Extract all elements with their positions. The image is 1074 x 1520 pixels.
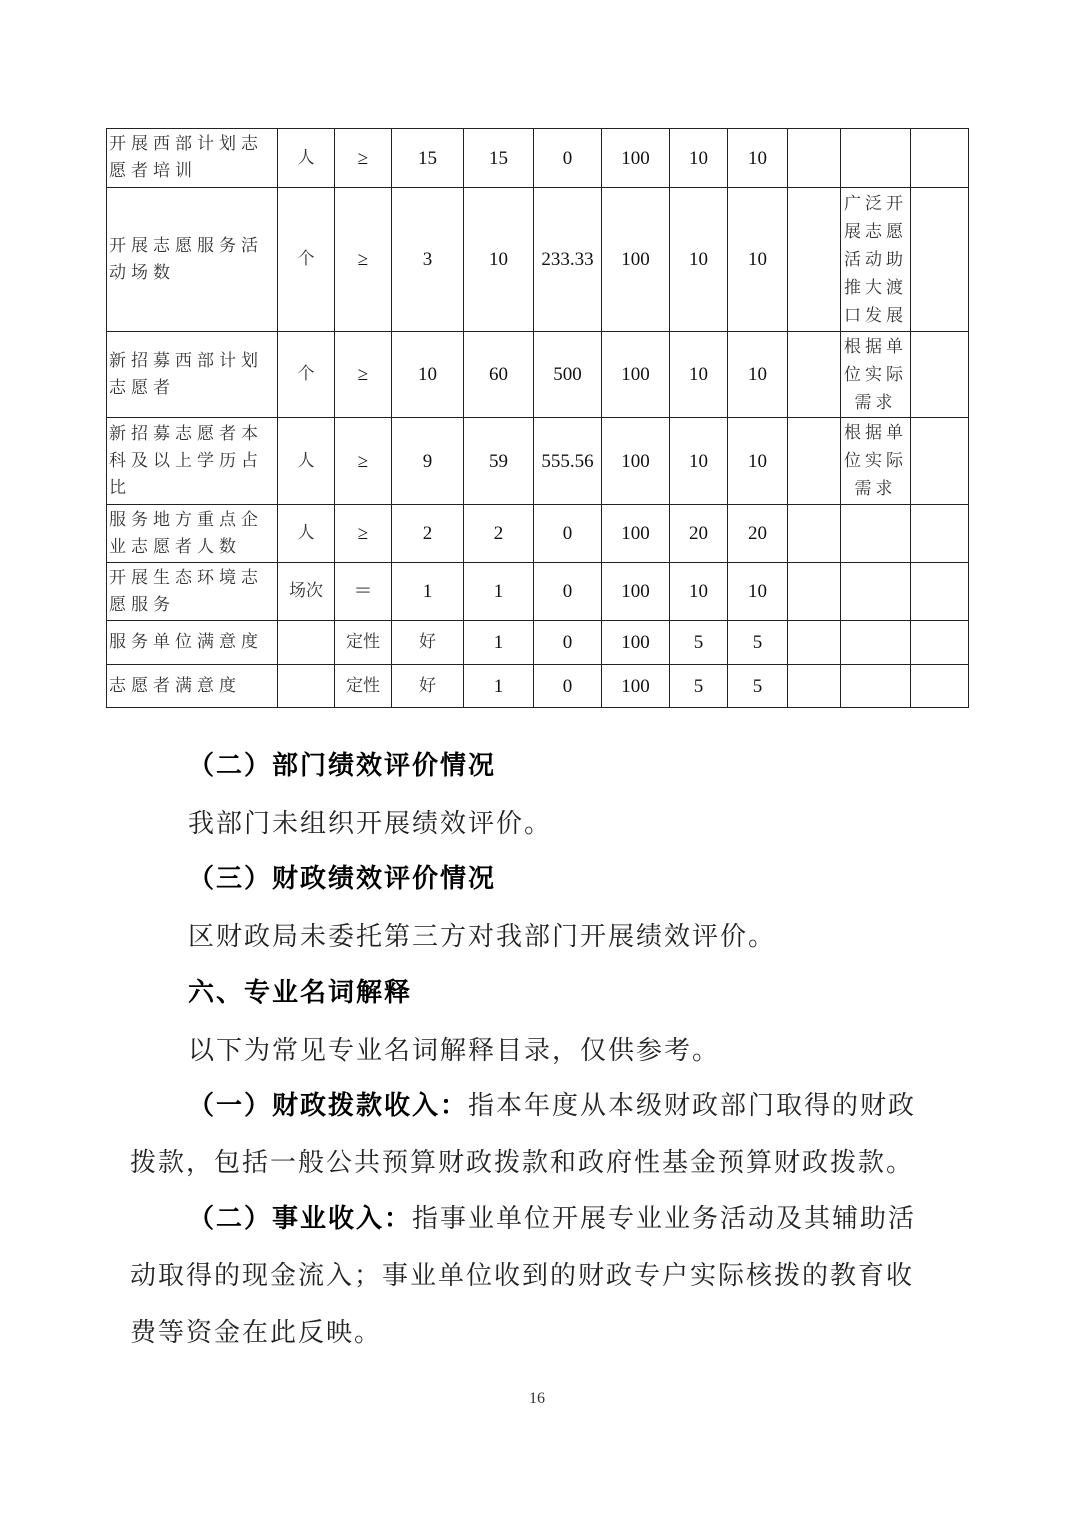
- cell-score: 10: [728, 129, 788, 188]
- fin-eval-text: 区财政局未委托第三方对我部门开展绩效评价。: [188, 922, 777, 952]
- cell-unit: 场次: [278, 563, 335, 621]
- fin-eval-heading: （三）财政绩效评价情况: [188, 864, 497, 894]
- cell-op: ≥: [335, 418, 392, 505]
- table-row: [107, 129, 969, 188]
- cell-deviation: 233.33: [534, 188, 602, 332]
- table-row: [107, 505, 969, 563]
- cell-actual: 1: [464, 665, 534, 708]
- cell-op: 定性: [335, 621, 392, 665]
- term1-text: 指本年度从本级财政部门取得的财政: [468, 1091, 917, 1121]
- cell-target: 15: [392, 129, 464, 188]
- cell-target: 1: [392, 563, 464, 621]
- cell-weight: 10: [670, 563, 728, 621]
- cell-op: ＝: [335, 563, 392, 621]
- cell-c10: [788, 129, 841, 188]
- cell-deviation: 0: [534, 665, 602, 708]
- cell-deviation: 500: [534, 332, 602, 418]
- cell-c12: [911, 621, 969, 665]
- cell-c10: [788, 621, 841, 665]
- cell-unit: 人: [278, 129, 335, 188]
- cell-deviation: 555.56: [534, 418, 602, 505]
- cell-note: [841, 621, 911, 665]
- cell-actual: 59: [464, 418, 534, 505]
- cell-note: 根据单位实际需求: [841, 418, 911, 505]
- cell-name: 服务地方重点企业志愿者人数: [107, 505, 278, 563]
- cell-score: 10: [728, 332, 788, 418]
- cell-c12: [911, 332, 969, 418]
- dept-eval-text: 我部门未组织开展绩效评价。: [188, 809, 553, 839]
- cell-c10: [788, 188, 841, 332]
- cell-actual: 1: [464, 621, 534, 665]
- term2-text: 指事业单位开展专业业务活动及其辅助活: [412, 1204, 917, 1234]
- cell-actual: 10: [464, 188, 534, 332]
- term2-line3: 费等资金在此反映。: [130, 1318, 383, 1348]
- cell-target: 好: [392, 621, 464, 665]
- cell-name: 志愿者满意度: [107, 665, 278, 708]
- cell-actual: 60: [464, 332, 534, 418]
- cell-unit: 个: [278, 332, 335, 418]
- cell-op: ≥: [335, 188, 392, 332]
- cell-c12: [911, 563, 969, 621]
- cell-c10: [788, 332, 841, 418]
- term2-label: （二）事业收入：: [188, 1204, 413, 1234]
- table-row: [107, 188, 969, 332]
- cell-rate: 100: [602, 129, 670, 188]
- cell-c10: [788, 665, 841, 708]
- cell-score: 20: [728, 505, 788, 563]
- cell-weight: 10: [670, 188, 728, 332]
- cell-deviation: 0: [534, 621, 602, 665]
- cell-note: [841, 665, 911, 708]
- cell-target: 2: [392, 505, 464, 563]
- cell-unit: 人: [278, 418, 335, 505]
- cell-note: 根据单位实际需求: [841, 332, 911, 418]
- cell-c12: [911, 505, 969, 563]
- cell-weight: 5: [670, 621, 728, 665]
- cell-weight: 10: [670, 418, 728, 505]
- cell-note: [841, 129, 911, 188]
- table-row: [107, 665, 969, 708]
- cell-name: 开展西部计划志愿者培训: [107, 129, 278, 188]
- glossary-intro: 以下为常见专业名词解释目录，仅供参考。: [188, 1036, 721, 1066]
- cell-actual: 15: [464, 129, 534, 188]
- cell-name: 新招募志愿者本科及以上学历占比: [107, 418, 278, 505]
- cell-c10: [788, 505, 841, 563]
- cell-unit: [278, 621, 335, 665]
- term2-line2: 动取得的现金流入；事业单位收到的财政专户实际核拨的教育收: [130, 1261, 915, 1291]
- cell-c10: [788, 418, 841, 505]
- cell-rate: 100: [602, 188, 670, 332]
- cell-score: 10: [728, 418, 788, 505]
- cell-rate: 100: [602, 505, 670, 563]
- cell-rate: 100: [602, 563, 670, 621]
- cell-note: 广泛开展志愿活动助推大渡口发展: [841, 188, 911, 332]
- cell-score: 10: [728, 188, 788, 332]
- cell-deviation: 0: [534, 129, 602, 188]
- cell-c12: [911, 665, 969, 708]
- table-row: [107, 563, 969, 621]
- term1-line2: 拨款，包括一般公共预算财政拨款和政府性基金预算财政拨款。: [130, 1148, 915, 1178]
- cell-weight: 10: [670, 332, 728, 418]
- cell-name: 开展志愿服务活动场数: [107, 188, 278, 332]
- cell-unit: 人: [278, 505, 335, 563]
- cell-op: ≥: [335, 332, 392, 418]
- table-row: [107, 418, 969, 505]
- cell-rate: 100: [602, 418, 670, 505]
- cell-op: ≥: [335, 505, 392, 563]
- cell-c10: [788, 563, 841, 621]
- cell-name: 服务单位满意度: [107, 621, 278, 665]
- glossary-heading: 六、专业名词解释: [188, 978, 413, 1008]
- cell-note: [841, 505, 911, 563]
- cell-weight: 20: [670, 505, 728, 563]
- cell-op: ≥: [335, 129, 392, 188]
- cell-target: 9: [392, 418, 464, 505]
- cell-score: 5: [728, 621, 788, 665]
- cell-name: 新招募西部计划志愿者: [107, 332, 278, 418]
- term2-line1: [188, 1198, 916, 1235]
- cell-op: 定性: [335, 665, 392, 708]
- table-row: [107, 621, 969, 665]
- cell-note: [841, 563, 911, 621]
- cell-score: 5: [728, 665, 788, 708]
- cell-c12: [911, 418, 969, 505]
- cell-actual: 2: [464, 505, 534, 563]
- cell-rate: 100: [602, 665, 670, 708]
- cell-score: 10: [728, 563, 788, 621]
- term1-label: （一）财政拨款收入：: [188, 1091, 469, 1121]
- cell-target: 3: [392, 188, 464, 332]
- cell-unit: 个: [278, 188, 335, 332]
- dept-eval-heading: （二）部门绩效评价情况: [188, 751, 497, 781]
- cell-target: 好: [392, 665, 464, 708]
- cell-deviation: 0: [534, 505, 602, 563]
- page-number: 16: [529, 1390, 545, 1407]
- cell-actual: 1: [464, 563, 534, 621]
- term1-line1: [188, 1085, 916, 1122]
- cell-rate: 100: [602, 332, 670, 418]
- cell-deviation: 0: [534, 563, 602, 621]
- cell-c12: [911, 129, 969, 188]
- table-row: [107, 332, 969, 418]
- performance-table: [106, 128, 969, 708]
- cell-unit: [278, 665, 335, 708]
- cell-c12: [911, 188, 969, 332]
- cell-weight: 10: [670, 129, 728, 188]
- cell-rate: 100: [602, 621, 670, 665]
- cell-weight: 5: [670, 665, 728, 708]
- cell-name: 开展生态环境志愿服务: [107, 563, 278, 621]
- cell-target: 10: [392, 332, 464, 418]
